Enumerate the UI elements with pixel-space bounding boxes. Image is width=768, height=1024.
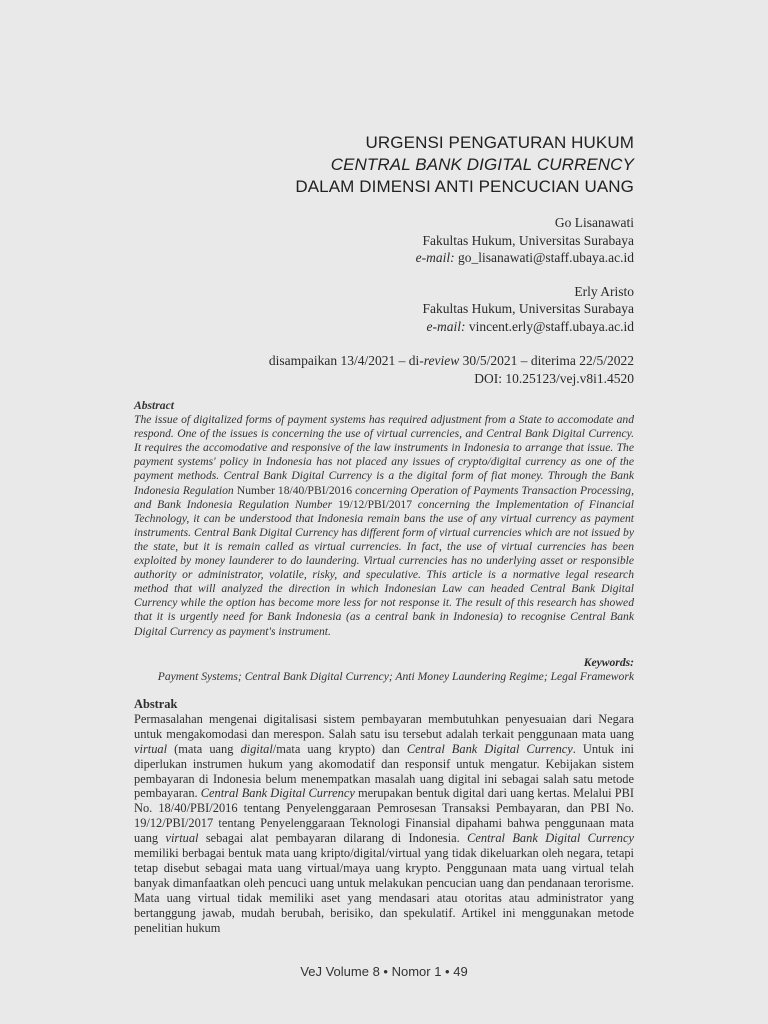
author-affiliation: Fakultas Hukum, Universitas Surabaya	[422, 232, 634, 248]
abstrak-part: memiliki berbagai bentuk mata uang kripto/digital/virtual yang tidak dikeluarkan oleh negara, tetapi tetap disebut sebagai mata uang virtual/maya uang krypto. Penggunaan mata uang virtual telah banyak dimanfaatkan oleh pencuci uang untuk melakukan pencucian uang dan pendanaan terorisme. Mata uang virtual tidak memiliki aset yang mendasari atau otoritas atau administrator yang bertanggung jawab, mudah berubah, berisiko, dan spekulatif. Artikel ini menggunakan metode penelitian hukum	[134, 846, 634, 935]
abstrak-part: Permasalahan mengenai digitalisasi sistem pembayaran membutuhkan penyesuaian dari Negara untuk mengakomodasi dan merespon. Salah satu isu tersebut adalah terkait penggunaan mata uang	[134, 711, 634, 741]
author-block	[416, 214, 634, 335]
abstract-text	[134, 413, 634, 637]
title-line-3: DALAM DIMENSI ANTI PENCUCIAN UANG	[295, 177, 634, 196]
abstrak-italic: Central Bank Digital Currency	[467, 831, 634, 846]
email-label: e-mail:	[415, 250, 455, 265]
abstrak-italic: virtual	[165, 831, 199, 846]
abstract-indonesian	[134, 697, 634, 936]
abstract-english	[134, 399, 634, 639]
abstrak-part: . Untuk ini diperlukan instrumen hukum yang akomodatif dan responsif untuk mengatur. Kebijakan sistem pembayaran di Indonesia belum menempatkan masalah uang digital ini sebagai salah satu metode pembayaran.	[134, 741, 634, 801]
abstract-heading: Abstract	[134, 399, 174, 412]
abstrak-part: merupakan bentuk digital dari uang kertas. Melalui PBI No. 18/40/PBI/2016 tentang Penyelenggaraan Pemrosesan Transaksi Pembayaran, dan PBI No. 19/12/PBI/2017 tentang Penyelenggaraan Teknologi Finansial dipahami bahwa penggunaan mata uang	[134, 786, 634, 846]
abstract-part: concerning the Implementation of Financial Technology, it can be understood that Indonesia remain bans the use of any virtual currency as payment instruments. Central Bank Digital Currency has different form of virtual currencies which are not issued by the state, but it is remain called as virtual currencies. In fact, the use of virtual currencies has been exploited by money launderer to do laundering. Virtual currencies has no underlying asset or responsible authority or administrator, volatile, risky, and speculative. This article is a normative legal research method that will analyzed the direction in which Indonesian Law can headed Central Bank Digital Currency while the option has become more less for not response it. The result of this research has showed that it is urgently need for Bank Indonesia (as a central bank in Indonesia) to recognise Central Bank Digital Currency as payment's instrument.	[134, 497, 634, 638]
abstract-regulation: 19/12/PBI/2017	[337, 497, 413, 511]
email-label: e-mail:	[426, 318, 466, 334]
keywords-text: Payment Systems; Central Bank Digital Currency; Anti Money Laundering Regime; Legal Framework	[157, 670, 634, 683]
author-name: Go Lisanawati	[554, 215, 634, 230]
abstrak-italic: Central Bank Digital Currency	[406, 741, 573, 756]
date-submitted: disampaikan 13/4/2021 – di-	[268, 353, 424, 368]
abstract-regulation: Number 18/40/PBI/2016	[236, 483, 353, 497]
author-email[interactable]: vincent.erly@staff.ubaya.ac.id	[468, 318, 634, 334]
abstract-part: concerning Operation of Payments Transaction Processing, and Bank Indonesia Regulation Number	[134, 483, 634, 511]
abstrak-italic: digital	[240, 741, 273, 756]
abstrak-text	[134, 712, 634, 935]
paper-title	[295, 132, 634, 198]
keywords-heading: Keywords:	[583, 656, 634, 669]
author-name: Erly Aristo	[574, 283, 634, 299]
doi[interactable]: DOI: 10.25123/vej.v8i1.4520	[474, 370, 634, 386]
title-line-2: CENTRAL BANK DIGITAL CURRENCY	[330, 155, 634, 174]
page-footer: VeJ Volume 8 • Nomor 1 • 49	[300, 964, 468, 979]
author-email[interactable]: go_lisanawati@staff.ubaya.ac.id	[457, 250, 634, 265]
abstrak-heading: Abstrak	[134, 697, 178, 711]
abstrak-italic: Central Bank Digital Currency	[200, 786, 355, 801]
author-email-line	[416, 318, 634, 336]
abstrak-part: /mata uang krypto) dan	[272, 741, 407, 756]
date-line	[269, 352, 634, 370]
abstract-part: The issue of digitalized forms of payment systems has required adjustment from a State to accomodate and respond. One of the issues is concerning the use of virtual currencies, and Central Bank Digital Currency. It requires the accomodative and responsive of the law instruments in Indonesia to arrange that issue. The payment systems' policy in Indonesia has not placed any issues of crypto/digital currency as one of the payment methods. Central Bank Digital Currency is a the digital form of fiat money. Through the Bank Indonesia Regulation	[134, 413, 634, 497]
title-line-1: URGENSI PENGATURAN HUKUM	[365, 133, 634, 152]
author-email-line	[416, 249, 634, 267]
date-rest: 30/5/2021 – diterima 22/5/2022	[459, 353, 634, 368]
abstrak-part: (mata uang	[167, 741, 241, 756]
date-review-word: review	[423, 353, 460, 368]
abstrak-italic: virtual	[134, 741, 168, 756]
abstrak-part: sebagai alat pembayaran dilarang di Indonesia.	[198, 831, 468, 846]
submission-dates	[269, 352, 634, 387]
author-affiliation: Fakultas Hukum, Universitas Surabaya	[422, 301, 634, 316]
